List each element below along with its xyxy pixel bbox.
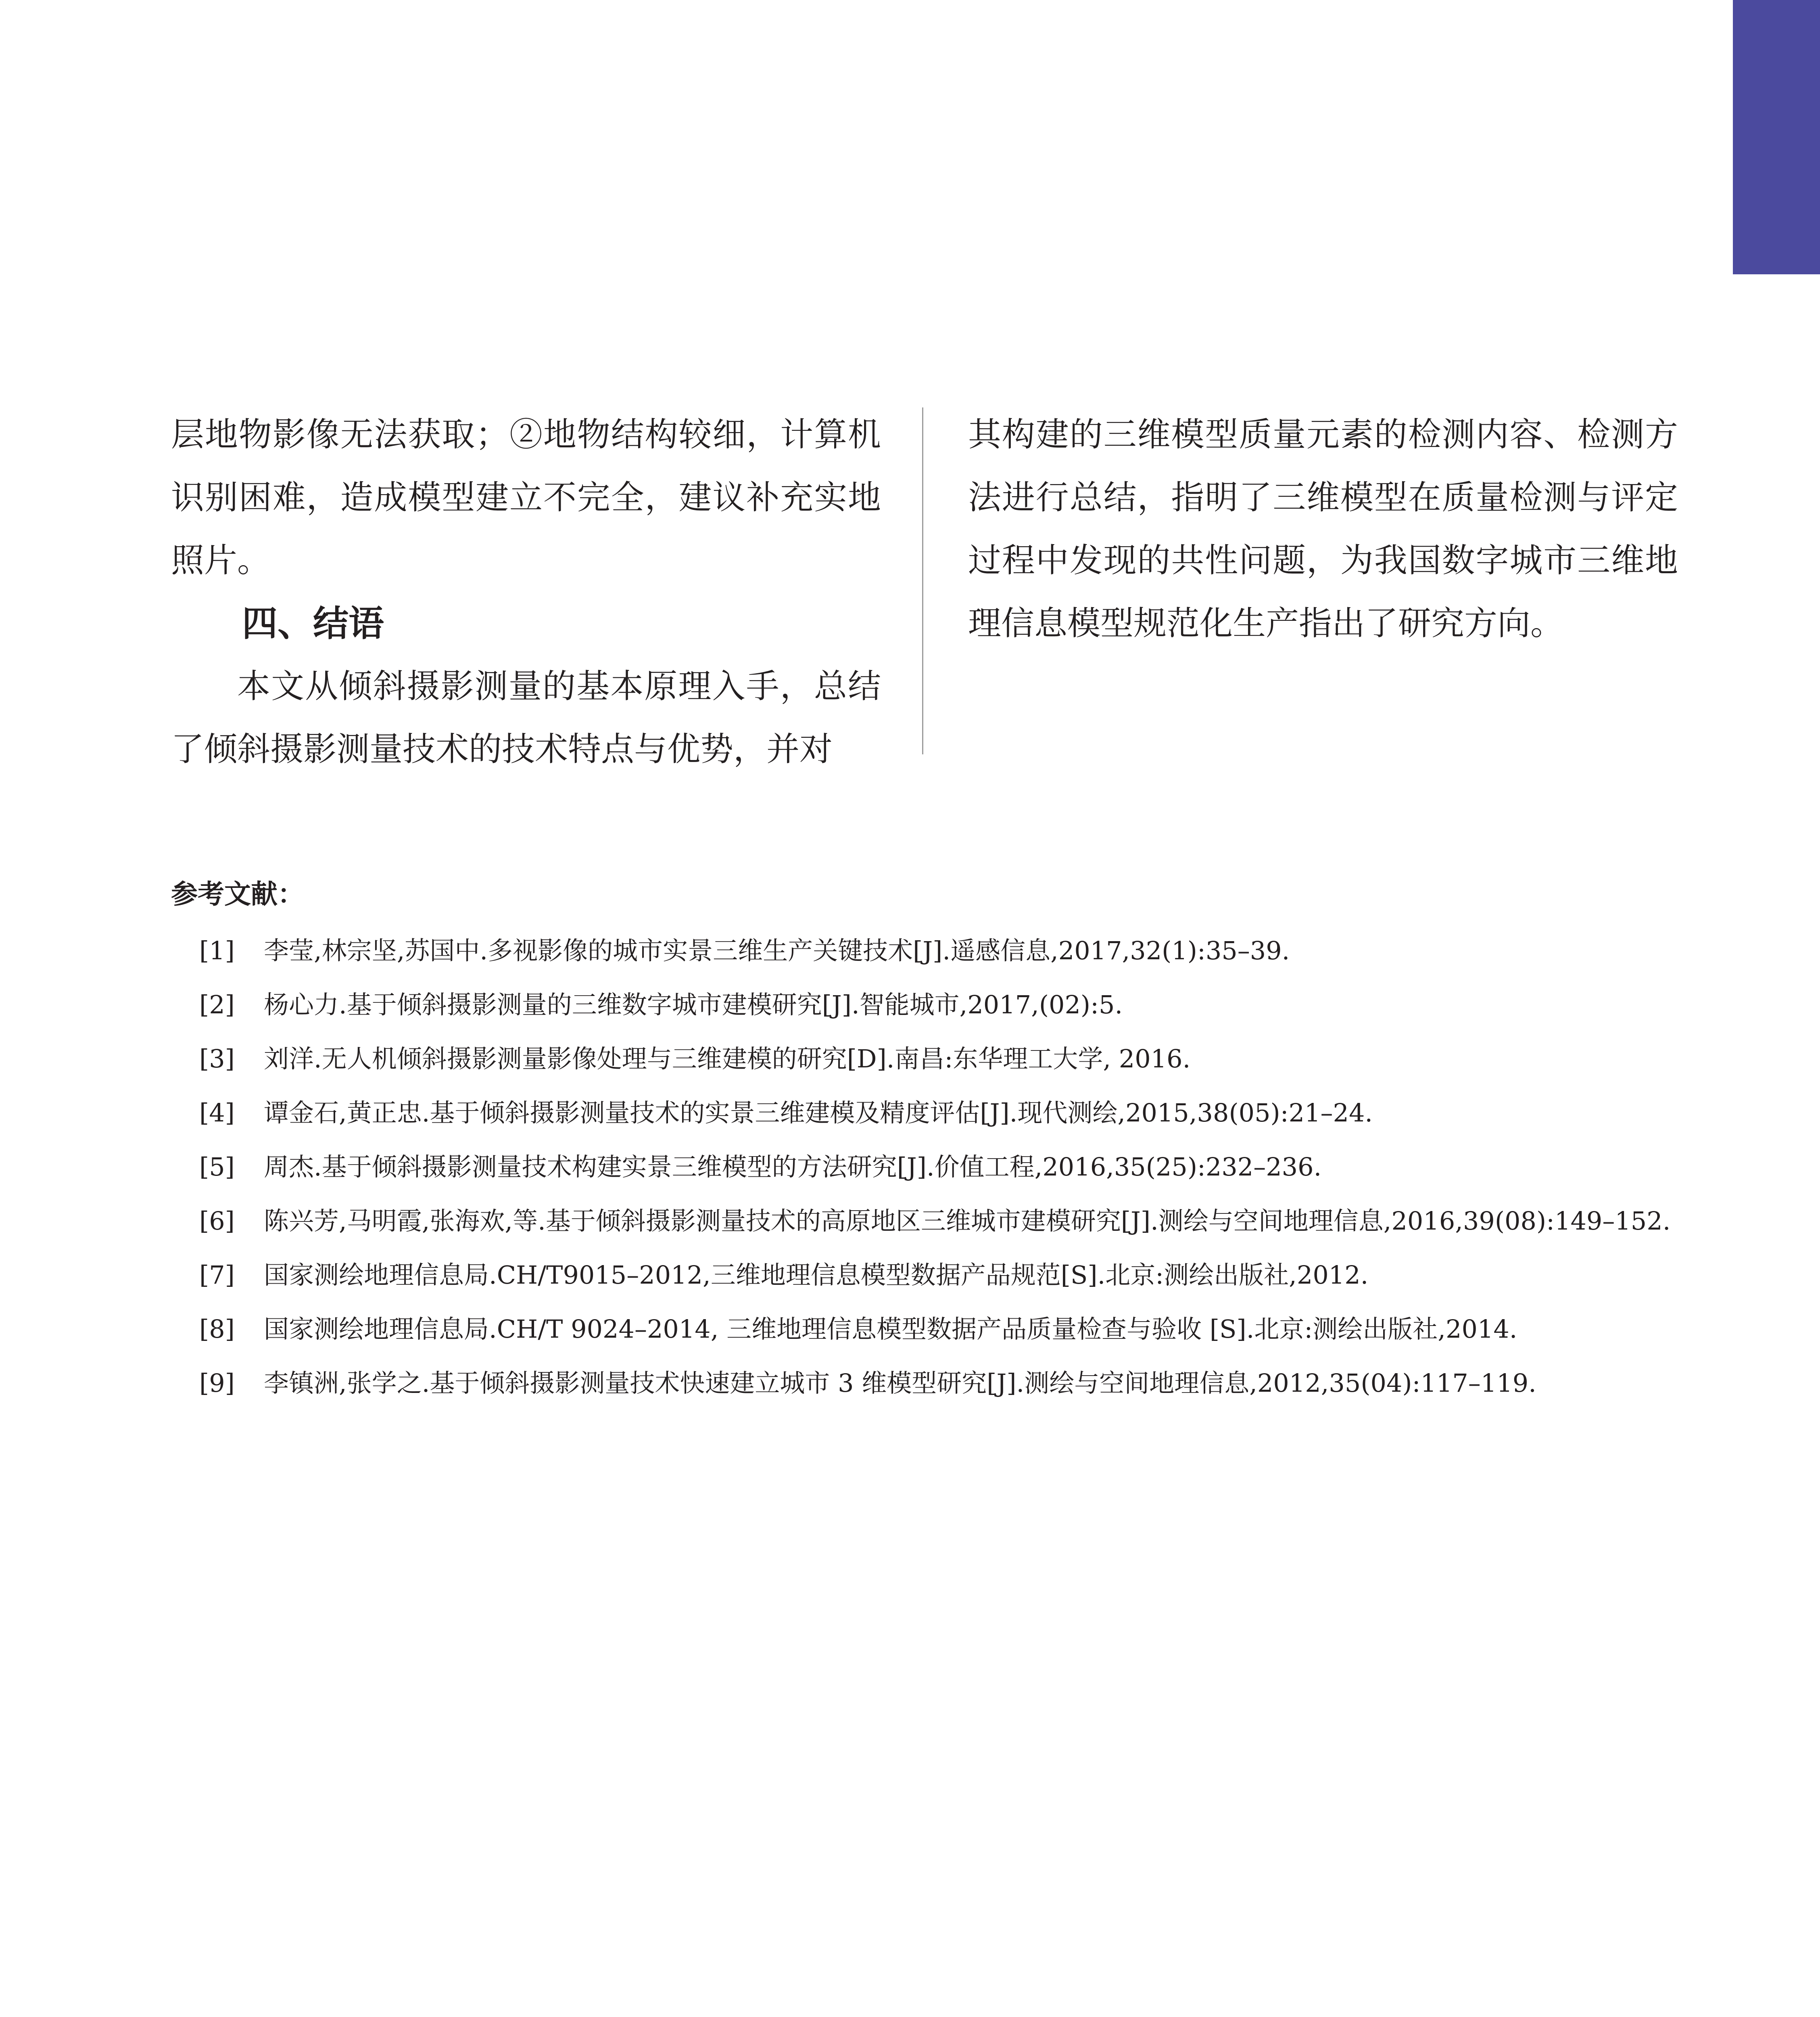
section-heading: 四、结语 <box>242 603 384 644</box>
references-section <box>171 867 1681 1410</box>
reference-number: [5] <box>199 1152 235 1182</box>
reference-text: 国家测绘地理信息局.CH/T9015–2012,三维地理信息模型数据产品规范[S].北京:测绘出版社,2012. <box>264 1260 1369 1290</box>
body-column-left <box>171 403 881 781</box>
reference-text: 周杰.基于倾斜摄影测量技术构建实景三维模型的方法研究[J].价值工程,2016,35(25):232–236. <box>264 1152 1322 1182</box>
reference-number: [3] <box>199 1044 235 1073</box>
reference-item <box>171 1248 1681 1302</box>
reference-item <box>171 978 1681 1032</box>
body-paragraph: 本文从倾斜摄影测量的基本原理入手，总结了倾斜摄影测量技术的技术特点与优势，并对 <box>171 667 881 768</box>
reference-text: 刘洋.无人机倾斜摄影测量影像处理与三维建模的研究[D].南昌:东华理工大学, 2016. <box>264 1044 1191 1073</box>
reference-text: 陈兴芳,马明霞,张海欢,等.基于倾斜摄影测量技术的高原地区三维城市建模研究[J].测绘与空间地理信息,2016,39(08):149–152. <box>264 1206 1671 1236</box>
reference-number: [7] <box>199 1260 235 1290</box>
body-paragraph: 层地物影像无法获取；②地物结构较细，计算机识别困难，造成模型建立不完全，建议补充实地照片。 <box>171 416 881 580</box>
reference-number: [1] <box>199 936 235 965</box>
reference-number: [2] <box>199 990 235 1019</box>
reference-item <box>171 1140 1681 1194</box>
reference-text: 李镇洲,张学之.基于倾斜摄影测量技术快速建立城市 3 维模型研究[J].测绘与空间地理信息,2012,35(04):117–119. <box>264 1368 1536 1398</box>
references-title: 参考文献： <box>171 879 304 910</box>
reference-text: 国家测绘地理信息局.CH/T 9024–2014, 三维地理信息模型数据产品质量检查与验收 [S].北京:测绘出版社,2014. <box>264 1314 1517 1344</box>
edge-tab-marker <box>1733 0 1820 274</box>
reference-item <box>171 924 1681 978</box>
reference-text: 李莹,林宗坚,苏国中.多视影像的城市实景三维生产关键技术[J].遥感信息,2017,32(1):35–39. <box>264 936 1290 965</box>
reference-number: [8] <box>199 1314 235 1344</box>
reference-number: [4] <box>199 1098 235 1128</box>
reference-item <box>171 1086 1681 1140</box>
reference-number: [6] <box>199 1206 235 1236</box>
reference-text: 谭金石,黄正忠.基于倾斜摄影测量技术的实景三维建模及精度评估[J].现代测绘,2015,38(05):21–24. <box>264 1098 1373 1128</box>
reference-item <box>171 1302 1681 1356</box>
body-paragraph: 其构建的三维模型质量元素的检测内容、检测方法进行总结，指明了三维模型在质量检测与评定过程中发现的共性问题，为我国数字城市三维地理信息模型规范化生产指出了研究方向。 <box>968 416 1678 643</box>
reference-item <box>171 1356 1681 1410</box>
reference-number: [9] <box>199 1368 235 1398</box>
reference-item <box>171 1194 1681 1248</box>
body-column-right <box>968 403 1678 655</box>
column-divider <box>922 407 923 754</box>
reference-item <box>171 1032 1681 1086</box>
reference-text: 杨心力.基于倾斜摄影测量的三维数字城市建模研究[J].智能城市,2017,(02):5. <box>264 990 1123 1019</box>
